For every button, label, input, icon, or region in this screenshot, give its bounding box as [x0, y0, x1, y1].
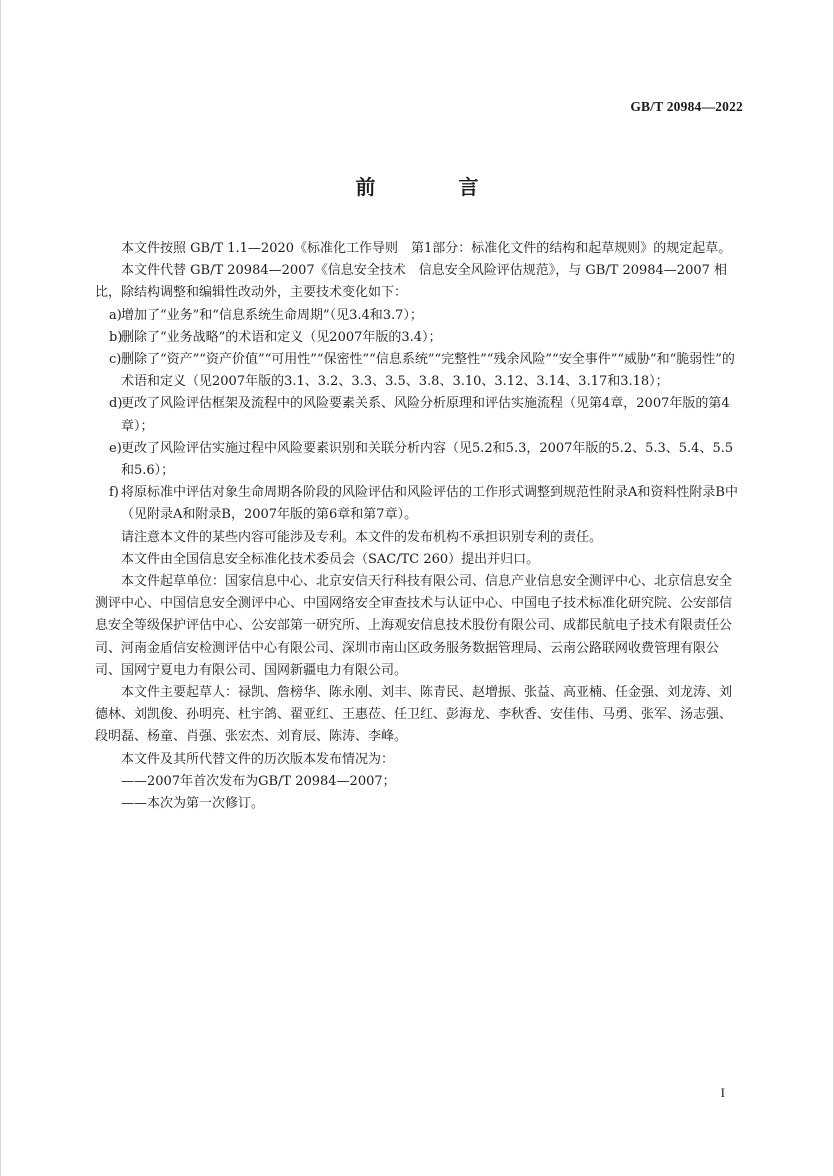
list-marker: b) [109, 329, 123, 345]
list-item-text: 删除了“业务战略”的术语和定义（见2007年版的3.4）； [121, 329, 442, 345]
paragraph-replaces: 本文件代替 GB/T 20984—2007《信息安全技术 信息安全风险评估规范》，与 GB/T 20984—2007 相比，除结构调整和编辑性改动外，主要技术变化如下： [95, 263, 728, 301]
list-item-text: 更改了风险评估框架及流程中的风险要素关系、风险分析原理和评估实施流程（见第4章，2007年版的第4章）； [121, 396, 730, 434]
page-number: I [720, 1085, 725, 1100]
list-item [95, 482, 741, 526]
paragraph-drafting-rules: 本文件按照 GB/T 1.1—2020《标准化工作导则 第1部分：标准化文件的结构和起草规则》的规定起草。 [121, 241, 732, 256]
list-item [95, 305, 741, 327]
list-item [95, 438, 741, 482]
list-marker: e) [109, 440, 122, 456]
paragraph-history: 本文件及其所代替文件的历次版本发布情况为： [121, 751, 395, 767]
paragraph-proposer: 本文件由全国信息安全标准化技术委员会（SAC/TC 260）提出并归口。 [121, 551, 540, 567]
list-item-text: 增加了“业务”和“信息系统生命周期”（见3.4和3.7）； [121, 307, 423, 323]
document-id: GB/T 20984—2022 [630, 99, 743, 114]
list-item-text: 删除了“资产”“资产价值”“可用性”“保密性”“信息系统”“完整性”“残余风险”“安全事件”“威胁”和“脆弱性”的术语和定义（见2007年版的3.1、3.2、3.3、3.5、3.8、3.10、3.12、3.14、3.17和3.18）； [121, 352, 735, 390]
history-item: ——本次为第一次修订。 [121, 796, 265, 812]
list-marker: c) [109, 352, 122, 368]
list-item [95, 393, 741, 437]
page-title: 前 言 [355, 175, 517, 199]
list-item [95, 327, 741, 349]
list-item-text: 更改了风险评估实施过程中风险要素识别和关联分析内容（见5.2和5.3，2007年版的5.2、5.3、5.4、5.5和5.6）； [121, 440, 734, 479]
history-item: ——2007年首次发布为GB/T 20984—2007； [121, 773, 396, 789]
list-marker: a) [109, 307, 122, 323]
list-marker: f) [109, 485, 119, 501]
list-marker: d) [109, 396, 123, 412]
list-item-text: 将原标准中评估对象生命周期各阶段的风险评估和风险评估的工作形式调整到规范性附录A和资料性附录B中（见附录A和附录B，2007年版的第6章和第7章）。 [121, 485, 738, 523]
list-item [95, 349, 741, 393]
paragraph-drafting-units: 本文件起草单位：国家信息中心、北京安信天行科技有限公司、信息产业信息安全测评中心、北京信息安全测评中心、中国信息安全测评中心、中国网络安全审查技术与认证中心、中国电子技术标准化研究院、公安部信息安全等级保护评估中心、公安部第一研究所、上海观安信息技术股份有限公司、成都民航电子技术有限责任公司、河南金盾信安检测评估中心有限公司、深圳市南山区政务服务数据管理局、云南公路联网收费管理有限公司、国网宁夏电力有限公司、国网新疆电力有限公司。 [95, 574, 733, 678]
foreword-body [95, 238, 741, 815]
paragraph-drafters: 本文件主要起草人：禄凯、詹榜华、陈永刚、刘丰、陈青民、赵增振、张益、高亚楠、任金强、刘龙涛、刘德林、刘凯俊、孙明亮、杜宇鸽、翟亚红、王惠莅、任卫红、彭海龙、李秋香、安佳伟、马勇、张军、汤志强、段明磊、杨童、肖强、张宏杰、刘育辰、陈涛、李峰。 [95, 685, 733, 745]
paragraph-patent-notice: 请注意本文件的某些内容可能涉及专利。本文件的发布机构不承担识别专利的责任。 [121, 529, 603, 545]
